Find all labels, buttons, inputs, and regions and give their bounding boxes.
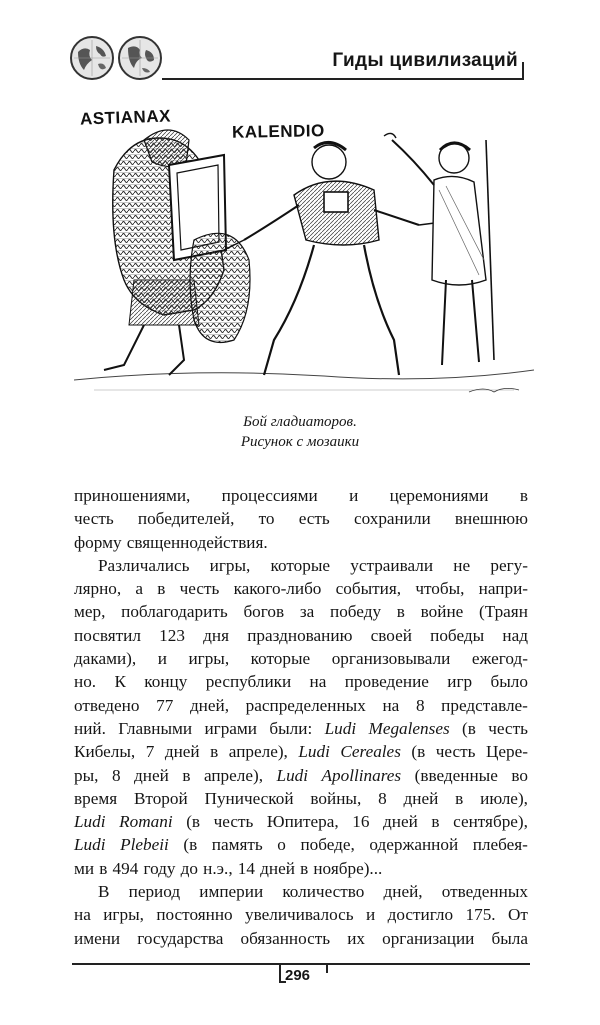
word: чтобы, <box>415 579 465 599</box>
word: войны, <box>310 788 362 808</box>
word: в <box>455 788 464 808</box>
word: ми <box>74 858 95 878</box>
word: К <box>114 672 126 692</box>
word: Различались <box>98 555 190 575</box>
word: Пунической <box>204 788 294 808</box>
text-line <box>74 531 528 554</box>
word: честь <box>74 509 114 529</box>
word: в <box>431 812 440 832</box>
word: напри- <box>478 579 528 599</box>
word: на <box>382 695 400 715</box>
word: концу <box>144 672 188 692</box>
word: дней <box>134 765 169 785</box>
text-line <box>74 903 528 926</box>
word: дня <box>203 625 230 645</box>
word: плебея- <box>472 835 528 855</box>
word: игры, <box>188 649 230 669</box>
word: (в <box>183 835 198 855</box>
word: какого-либо <box>233 579 322 599</box>
word: устраивали <box>350 555 434 575</box>
word: во <box>511 765 528 785</box>
word: были: <box>269 718 313 738</box>
word: Ludi <box>276 765 309 785</box>
word: события, <box>335 579 402 599</box>
body-text <box>74 484 528 950</box>
text-line <box>74 810 528 833</box>
word: не <box>453 555 471 575</box>
word: апреле), <box>203 765 264 785</box>
word: сентябре), <box>453 812 528 832</box>
word: своей <box>370 625 412 645</box>
word: обязанность <box>240 928 331 948</box>
word: Кибелы, <box>74 742 136 762</box>
word: 494 <box>112 858 139 878</box>
word: ноябре)... <box>313 858 383 878</box>
word: ежегод- <box>471 649 528 669</box>
word: за <box>299 602 315 622</box>
word: дней <box>164 742 200 762</box>
word: на <box>74 905 91 925</box>
figure-caption-source: Рисунок с мозаики <box>240 434 360 450</box>
word: в <box>396 602 405 622</box>
running-header <box>0 0 600 90</box>
word: память <box>211 835 263 855</box>
word: время <box>74 788 118 808</box>
header-rule-tick <box>522 62 524 79</box>
word: до <box>180 858 199 878</box>
word: регу- <box>490 555 528 575</box>
word: ний. <box>74 718 106 738</box>
text-line <box>74 787 528 810</box>
word: 16 <box>352 812 370 832</box>
word: Apollinares <box>321 765 402 785</box>
word: игры, <box>103 905 144 925</box>
word: От <box>507 905 528 925</box>
word: дней <box>383 812 418 832</box>
word: 8 <box>378 788 387 808</box>
word: на <box>309 672 327 692</box>
word: отведено <box>74 695 140 715</box>
word: и <box>349 486 359 505</box>
word: 123 <box>159 625 185 645</box>
footer-rule <box>72 963 530 965</box>
word: игры, <box>209 555 251 575</box>
word: о <box>277 835 286 855</box>
word: 77 <box>156 695 174 715</box>
text-line <box>74 857 528 880</box>
word: в <box>99 858 108 878</box>
word: празднованию <box>247 625 353 645</box>
word: государства <box>137 928 224 948</box>
word: период <box>128 882 181 902</box>
word: сохранили <box>353 509 431 529</box>
word: году <box>143 858 176 878</box>
word: победу <box>330 602 382 622</box>
word: Ludi <box>324 718 357 738</box>
word: играми <box>204 718 257 738</box>
word: было <box>490 672 528 692</box>
word: увеличивалось <box>245 905 354 925</box>
word: то <box>258 509 275 529</box>
text-line <box>74 764 528 787</box>
text-line <box>74 880 528 903</box>
word: представле- <box>441 695 528 715</box>
word: организации <box>382 928 475 948</box>
word: н.э., <box>203 858 233 878</box>
text-line <box>74 694 528 717</box>
word: даками), <box>74 649 137 669</box>
word: священнодействия. <box>126 532 268 552</box>
word: игр <box>447 672 473 692</box>
word: (введенные <box>414 765 498 785</box>
word: 8 <box>111 765 121 785</box>
text-line <box>74 740 528 763</box>
text-line <box>74 833 528 856</box>
word: В <box>98 882 110 902</box>
word: одержанной <box>369 835 459 855</box>
text-line <box>74 670 528 693</box>
page-number-bracket <box>322 963 328 973</box>
word: богов <box>243 602 285 622</box>
text-line <box>74 717 528 740</box>
word: поблагодарить <box>121 602 228 622</box>
word: Cereales <box>340 742 401 762</box>
word: в <box>519 486 528 505</box>
word: посвятил <box>74 625 141 645</box>
word: дней, <box>189 695 230 715</box>
word: в <box>182 765 191 785</box>
word: Ludi <box>74 835 106 855</box>
text-line <box>74 554 528 577</box>
word: 8 <box>415 695 425 715</box>
header-rule <box>162 78 524 80</box>
word: Цере- <box>485 742 528 762</box>
globe-icon <box>118 36 162 80</box>
globe-icon <box>70 36 114 80</box>
text-line <box>74 577 528 600</box>
word: их <box>347 928 366 948</box>
word: проведение <box>344 672 429 692</box>
word: дней <box>260 858 295 878</box>
word: (в <box>186 812 201 832</box>
word: Ludi <box>298 742 330 762</box>
word: 14 <box>237 858 255 878</box>
word: церемониями <box>389 486 489 505</box>
word: 175. <box>465 905 496 925</box>
word: есть <box>298 509 330 529</box>
word: честь <box>488 718 528 738</box>
mosaic-label-kalendio: KALENDIO <box>231 121 325 142</box>
word: республики <box>205 672 292 692</box>
word: честь <box>179 579 220 599</box>
word: лярно, <box>74 579 122 599</box>
word: победе, <box>300 835 355 855</box>
word: а <box>135 579 144 599</box>
word: июле), <box>480 788 528 808</box>
mosaic-label-astianax: ASTIANAX <box>79 106 172 129</box>
word: дней, <box>383 882 423 902</box>
word: Второй <box>133 788 188 808</box>
word: отведенных <box>441 882 528 902</box>
word: Megalenses <box>368 718 450 738</box>
text-line <box>74 647 528 670</box>
word: дней <box>403 788 439 808</box>
word: постоянно <box>156 905 233 925</box>
word: Ludi <box>74 812 106 832</box>
text-line <box>74 927 528 950</box>
word: (в <box>462 718 476 738</box>
word: честь <box>435 742 476 762</box>
running-title: Гиды цивилизаций <box>332 50 518 71</box>
page-number: 296 <box>285 967 311 984</box>
text-line <box>74 507 528 530</box>
word: внешнюю <box>454 509 528 529</box>
word: организовывали <box>331 649 451 669</box>
word: достигло <box>387 905 454 925</box>
word: количество <box>282 882 365 902</box>
word: войне <box>420 602 464 622</box>
word: победы <box>430 625 485 645</box>
word: (Траян <box>479 602 528 622</box>
text-line <box>74 484 528 507</box>
word: ры, <box>74 765 99 785</box>
word: Plebeii <box>120 835 169 855</box>
word: процессиями <box>221 486 318 505</box>
word: в <box>210 742 219 762</box>
word: приношениями, <box>74 486 191 505</box>
word: победителей, <box>137 509 235 529</box>
word: которые <box>250 649 311 669</box>
word: Romani <box>119 812 173 832</box>
word: форму <box>74 532 122 552</box>
word: над <box>502 625 528 645</box>
word: (в <box>411 742 426 762</box>
text-line <box>74 624 528 647</box>
word: апреле), <box>228 742 288 762</box>
word: но. <box>74 672 97 692</box>
word: империи <box>199 882 264 902</box>
word: была <box>491 928 528 948</box>
word: мер, <box>74 602 106 622</box>
word: Юпитера, <box>266 812 339 832</box>
word: и <box>366 905 376 925</box>
word: и <box>157 649 167 669</box>
word: распределенных <box>245 695 366 715</box>
word: Главными <box>118 718 193 738</box>
text-line <box>74 600 528 623</box>
figure-caption-title: Бой гладиаторов. <box>243 414 357 430</box>
word: 7 <box>145 742 155 762</box>
word: в <box>157 579 166 599</box>
gladiator-illustration <box>74 100 534 405</box>
word: честь <box>213 812 254 832</box>
word: которые <box>270 555 331 575</box>
word: в <box>300 858 309 878</box>
word: имени <box>74 928 121 948</box>
